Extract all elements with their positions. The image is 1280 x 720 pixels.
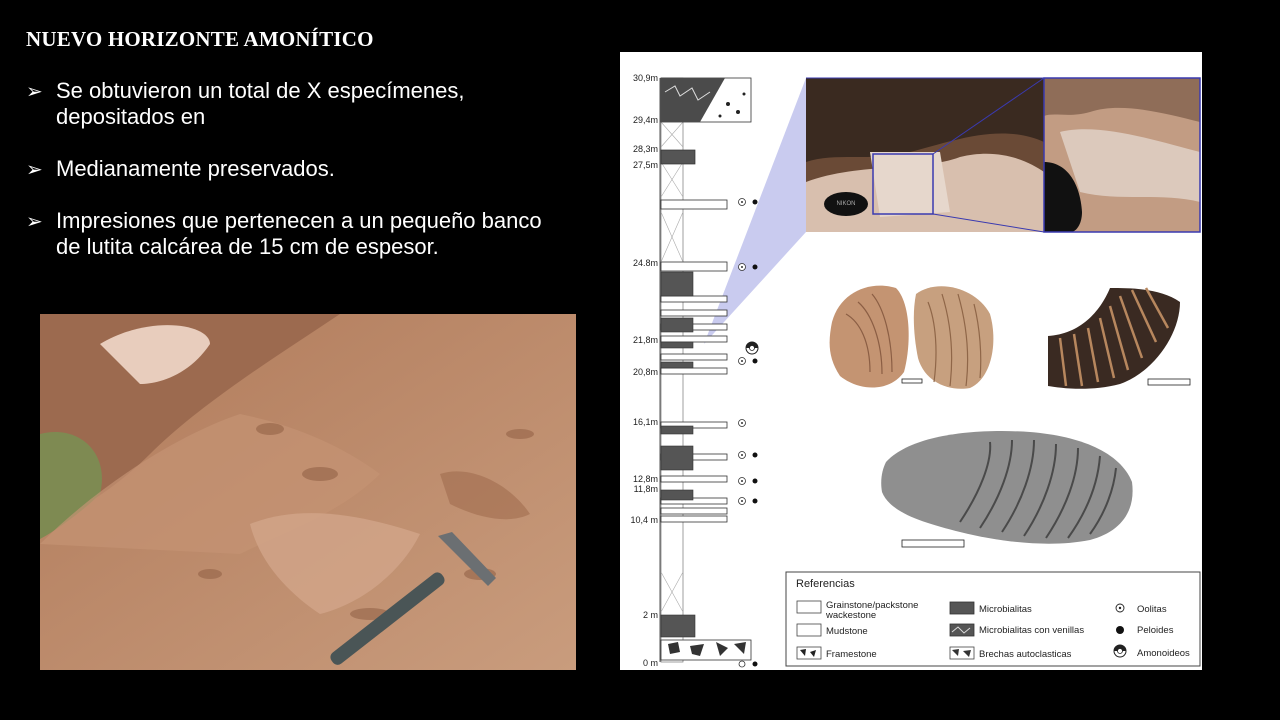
framestone-swatch: [797, 647, 821, 659]
bullet-text: Impresiones que pertenecen a un pequeño banco de lutita calcárea de 15 cm de espesor.: [56, 208, 542, 259]
height-label: 24.8m: [632, 258, 658, 268]
field-photo: [40, 314, 576, 670]
legend-brechas: Brechas autoclasticas: [979, 649, 1072, 660]
bullet-text: Se obtuvieron un total de X especímenes, depositados en: [56, 78, 465, 129]
legend-grainstone: Grainstone/packstone wackestone: [826, 600, 919, 621]
legend-microbialitas-venillas: Microbialitas con venillas: [979, 625, 1085, 636]
brechas-swatch: [950, 647, 974, 659]
height-label: 30,9m: [632, 73, 658, 83]
height-label: 11,8m: [633, 484, 658, 494]
ammonoid-marker-icon: [746, 342, 758, 354]
outcrop-photo: [806, 78, 1044, 232]
arrow-bullet-icon: ➢: [26, 159, 43, 181]
legend: [786, 572, 1200, 666]
peloid-icon: [1116, 626, 1124, 634]
mudstone-swatch: [797, 624, 821, 636]
height-label: 28,3m: [632, 144, 658, 154]
fossil-specimen-3: [881, 431, 1132, 547]
grainstone-swatch: [797, 601, 821, 613]
height-label: 0 m: [642, 658, 658, 668]
height-label: 29,4m: [632, 115, 658, 125]
legend-amonoideos: Amonoideos: [1137, 648, 1190, 659]
stratigraphic-figure: [620, 52, 1202, 670]
legend-microbialitas: Microbialitas: [979, 604, 1032, 615]
legend-peloides: Peloides: [1137, 625, 1174, 636]
fossil-specimen-1: [830, 286, 994, 389]
bullet-item: [26, 78, 546, 130]
svg-text:NIKON: NIKON: [836, 201, 856, 207]
fossil-specimen-2: [1048, 288, 1190, 389]
legend-mudstone: Mudstone: [826, 626, 868, 637]
height-label: 20,8m: [632, 367, 658, 377]
height-label: 27,5m: [632, 160, 658, 170]
height-label: 10,4 m: [630, 515, 658, 525]
legend-title: Referencias: [796, 578, 855, 590]
height-label: 21,8m: [632, 335, 658, 345]
height-label: 16,1m: [632, 417, 658, 427]
legend-framestone: Framestone: [826, 649, 877, 660]
slide-title: NUEVO HORIZONTE AMONÍTICO: [26, 27, 374, 51]
microbialitas-venillas-swatch: [950, 624, 974, 636]
bullet-list: [26, 78, 546, 286]
bullet-text: Medianamente preservados.: [56, 156, 335, 181]
zoom-detail-photo: [1044, 78, 1200, 232]
bullet-item: [26, 208, 546, 260]
arrow-bullet-icon: ➢: [26, 81, 43, 103]
legend-oolitas: Oolitas: [1137, 604, 1167, 615]
bullet-item: [26, 156, 546, 182]
height-label: 12,8m: [632, 474, 658, 484]
microbialitas-swatch: [950, 602, 974, 614]
height-label: 2 m: [642, 610, 658, 620]
oolite-icon: [1116, 604, 1124, 612]
arrow-bullet-icon: ➢: [26, 211, 43, 233]
ammonoid-icon: [1114, 645, 1126, 657]
